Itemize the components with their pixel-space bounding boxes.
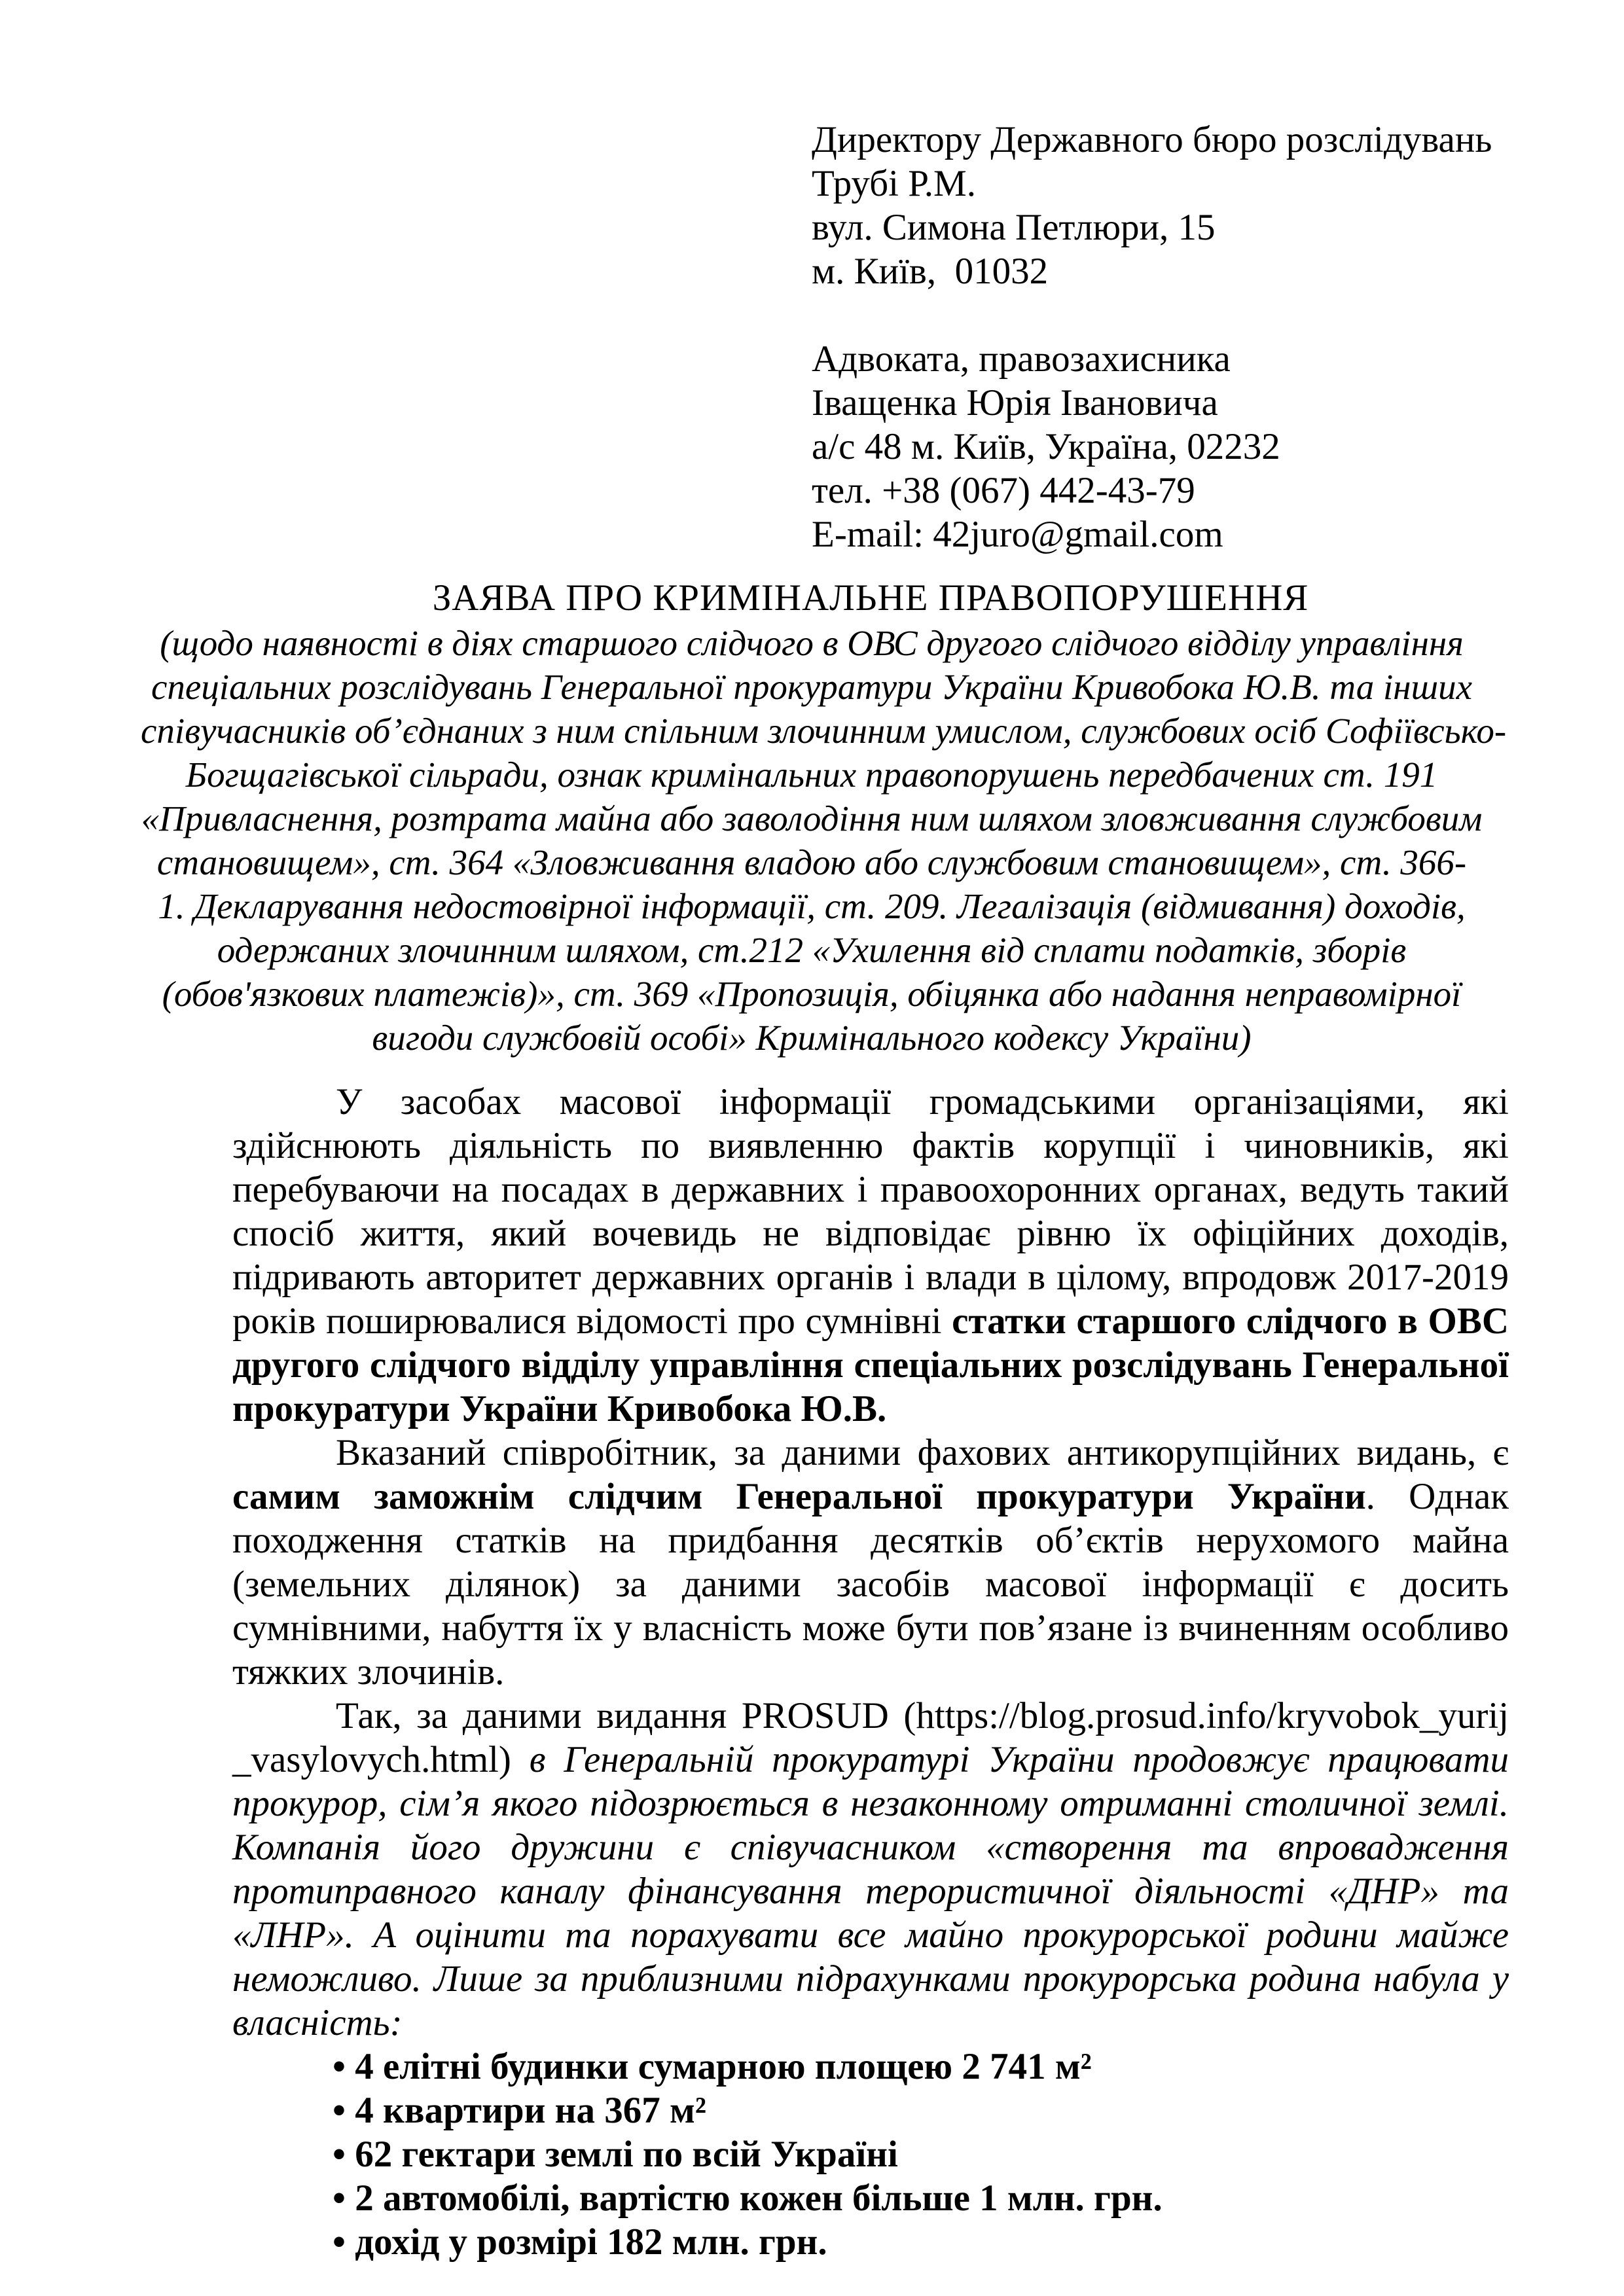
preamble-line: вигоди службовій особі» Кримінального кодексу України) <box>372 1018 1252 1058</box>
sender-address-line: Адвоката, правозахисника <box>812 338 1231 380</box>
text-segment: Вказаний співробітник, за даними фахових антикорупційних видань, є <box>336 1432 1509 1473</box>
preamble-line: становищем», ст. 364 «Зловживання владою або службовим становищем», ст. 366- <box>156 842 1467 882</box>
bullet-marker: • <box>333 2046 355 2087</box>
recipient-address-line: Директору Державного бюро розслідувань <box>812 119 1492 160</box>
sender-address-line: а/с 48 м. Київ, Україна, 02232 <box>812 426 1280 467</box>
sender-address-line: E-mail: 42juro@gmail.com <box>812 514 1223 555</box>
preamble-line: співучасників об’єднаних з ним спільним злочинним умислом, службових осіб Софіївсько- <box>141 711 1507 751</box>
bullet-text: 2 автомобілі, вартістю кожен більше 1 млн. грн. <box>355 2178 1163 2219</box>
preamble-line: одержаних злочинним шляхом, ст.212 «Ухилення від сплати податків, зборів <box>217 930 1407 970</box>
recipient-address-block <box>812 118 1532 293</box>
sender-address-line: Іващенка Юрія Івановича <box>812 382 1218 423</box>
bullet-text: 62 гектари землі по всій Україні <box>355 2134 898 2175</box>
preamble-line: 1. Декларування недостовірної інформації, ст. 209. Легалізація (відмивання) доходів, <box>158 886 1466 926</box>
preamble-line: Богщагівської сільради, ознак кримінальних правопорушень передбачених ст. 191 <box>185 755 1438 795</box>
bullet-text: дохід у розмірі 182 млн. грн. <box>355 2221 827 2263</box>
property-bullet-list <box>232 2045 1509 2264</box>
body-paragraph <box>232 1431 1509 1694</box>
preamble <box>141 621 1507 1060</box>
preamble-line: (щодо наявності в діях старшого слідчого в ОВС другого слідчого відділу управління <box>160 623 1464 663</box>
document-body <box>232 1080 1509 2264</box>
sender-address-block <box>812 337 1532 556</box>
text-segment: У засобах масової інформації громадськими організаціями, які здійснюють діяльність по виявленню фактів корупції і чиновників, які перебуваючи на посадах в державних і правоохоронних органах, ведуть такий спосіб життя, який вочевидь не відповідає рівню їх офіційних доходів, підривають авторитет державних органів і влади в цілому, впродовж 2017-2019 років поширювалися відомості про сумнівні <box>232 1081 1509 1342</box>
preamble-line: «Привласнення, розтрата майна або заволодіння ним шляхом зловживання службовим <box>141 798 1483 838</box>
body-paragraph <box>232 1080 1509 1431</box>
text-segment: статки старшого слідчого в ОВС другого слідчого відділу управління спеціальних розслідувань Генеральної прокуратури України Кривобока Ю.В. <box>232 1300 1509 1429</box>
bullet-item <box>232 2220 1509 2264</box>
bullet-marker: • <box>333 2134 355 2175</box>
body-paragraph <box>232 1694 1509 2045</box>
preamble-line: (обов'язкових платежів)», ст. 369 «Пропозиція, обіцянка або надання неправомірної <box>162 974 1462 1014</box>
bullet-text: 4 квартири на 367 м² <box>355 2090 706 2131</box>
preamble-line: спеціальних розслідувань Генеральної прокуратури України Кривобока Ю.В. та інших <box>151 667 1473 707</box>
bullet-text: 4 елітні будинки сумарною площею 2 741 м² <box>355 2046 1092 2087</box>
body-paragraphs <box>232 1080 1509 2045</box>
text-segment: в Генеральній прокуратурі України продовжує працювати прокурор, сім’я якого підозрюється в незаконному отриманні столичної землі. Компанія його дружини є співучасником «створення та впровадження протиправного каналу фінансування терористичної діяльності «ДНР» та «ЛНР». А оцінити та порахувати все майно прокурорської родини майже неможливо. Лише за приблизними підрахунками прокурорська родина набула у власність: <box>232 1739 1509 2043</box>
recipient-address-line: Трубі Р.М. <box>812 163 976 204</box>
bullet-marker: • <box>333 2221 355 2263</box>
text-segment: Так, за даними видання PROSUD (https://blog.prosud.info/kryvobok_yurij <box>336 1695 1509 1736</box>
text-segment: _vasylovych.html) <box>232 1739 530 1780</box>
text-segment: . Однак походження статків на придбання десятків об’єктів нерухомого майна (земельних ділянок) за даними засобів масової інформації є досить сумнівними, набуття їх у власність може бути пов’язане із вчиненням особливо тяжких злочинів. <box>232 1476 1509 1693</box>
text-segment: самим заможнім слідчим Генеральної прокуратури України <box>232 1476 1366 1517</box>
bullet-marker: • <box>333 2090 355 2131</box>
bullet-marker: • <box>333 2178 355 2219</box>
bullet-item <box>232 2045 1509 2089</box>
bullet-item <box>232 2176 1509 2220</box>
bullet-item <box>232 2089 1509 2132</box>
recipient-address-line: вул. Симона Петлюри, 15 <box>812 207 1216 248</box>
recipient-address-line: м. Київ, 01032 <box>812 251 1049 292</box>
sender-address-line: тел. +38 (067) 442-43-79 <box>812 470 1195 511</box>
bullet-item <box>232 2132 1509 2176</box>
document-title: ЗАЯВА ПРО КРИМІНАЛЬНЕ ПРАВОПОРУШЕННЯ <box>432 577 1309 619</box>
